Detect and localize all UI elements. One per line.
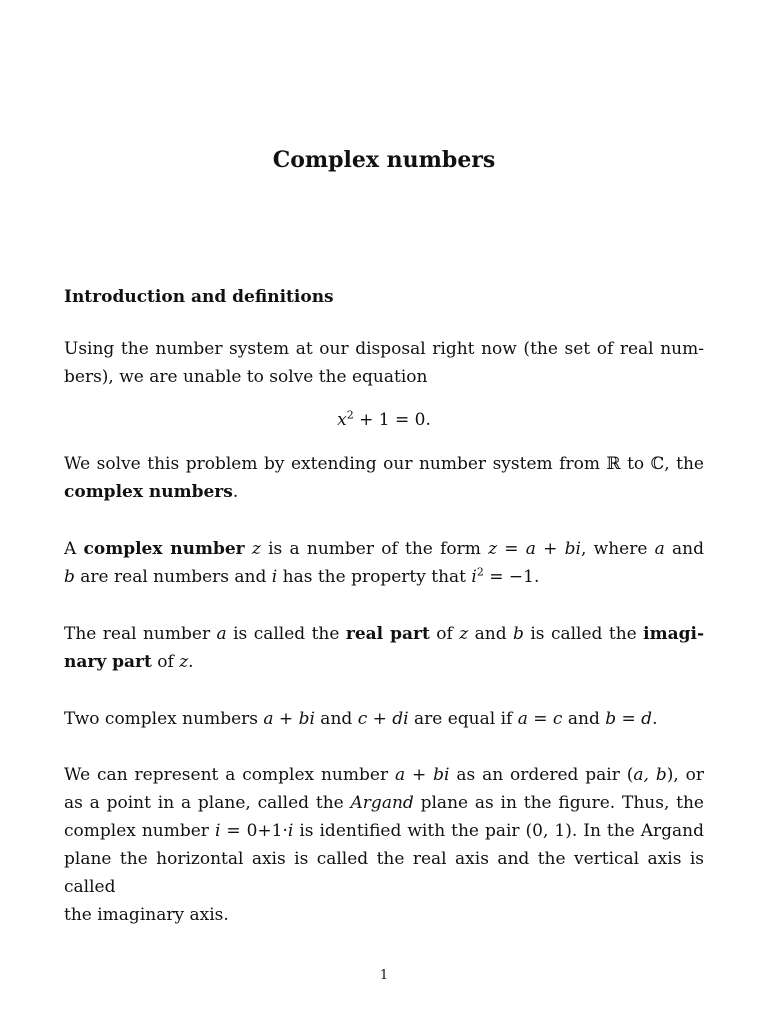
text-span: is called the bbox=[523, 624, 644, 644]
paragraph-line bbox=[64, 817, 704, 845]
math-formula: b = d bbox=[605, 709, 653, 729]
paragraph-line: Using the number system at our disposal right now (the set of real num- bbox=[64, 339, 704, 359]
paragraph-line: bers), we are unable to solve the equation bbox=[64, 367, 428, 387]
paragraph-line: We solve this problem by extending our number system from ℝ to ℂ, the bbox=[64, 454, 704, 474]
text-span: is identified with the pair (0, 1). In the Argand bbox=[293, 821, 704, 841]
math-variable: z bbox=[251, 539, 261, 559]
math-formula: a + bi bbox=[394, 765, 450, 785]
paragraph-line: plane the horizontal axis is called the real axis and the vertical axis is called bbox=[64, 849, 704, 897]
paragraph-equality bbox=[64, 705, 704, 733]
text-span: is a number of the form bbox=[260, 539, 489, 559]
math-variable: i bbox=[214, 821, 221, 841]
paragraph-parts bbox=[64, 620, 704, 676]
text-span: A bbox=[64, 539, 84, 559]
paragraph-line bbox=[64, 620, 704, 648]
bold-term: nary part bbox=[64, 652, 152, 672]
text-span: and bbox=[314, 709, 358, 729]
text-span: plane as in the figure. Thus, the bbox=[413, 793, 704, 813]
paragraph-line bbox=[64, 789, 704, 817]
text-span: = −1. bbox=[483, 567, 540, 587]
text-span: . bbox=[652, 709, 658, 729]
math-formula: c + di bbox=[357, 709, 409, 729]
math-formula: a, b bbox=[633, 765, 667, 785]
text-span: complex number bbox=[64, 821, 215, 841]
text-span: The real number bbox=[64, 624, 217, 644]
math-variable: z bbox=[459, 624, 469, 644]
math-exponent: 2 bbox=[476, 565, 484, 579]
page-title: Complex numbers bbox=[272, 147, 496, 173]
text-span: . bbox=[232, 482, 239, 502]
math-variable: i bbox=[271, 567, 278, 587]
paragraph-line bbox=[64, 648, 704, 676]
math-variable: i bbox=[287, 821, 294, 841]
math-formula: z = a + bi bbox=[488, 539, 581, 559]
text-span: and bbox=[664, 539, 705, 559]
text-span: are equal if bbox=[408, 709, 518, 729]
text-span: = 0+1· bbox=[220, 821, 288, 841]
bold-term: real part bbox=[345, 624, 430, 644]
paragraph-line bbox=[64, 705, 704, 733]
text-span: and bbox=[468, 624, 514, 644]
paragraph-extension bbox=[64, 450, 704, 506]
math-variable: b bbox=[513, 624, 524, 644]
paragraph-argand bbox=[64, 761, 704, 929]
text-span: has the property that bbox=[277, 567, 472, 587]
page-number: 1 bbox=[379, 968, 389, 983]
text-span: . bbox=[188, 652, 194, 672]
paragraph-line: the imaginary axis. bbox=[64, 905, 229, 925]
math-variable: a bbox=[216, 624, 227, 644]
math-variable: i bbox=[471, 567, 477, 587]
bold-term: complex number bbox=[83, 539, 245, 559]
paragraph-line bbox=[64, 478, 704, 506]
paragraph-definition bbox=[64, 535, 704, 591]
paragraph-line bbox=[64, 761, 704, 789]
text-span: Two complex numbers bbox=[64, 709, 264, 729]
math-formula: a + bi bbox=[263, 709, 315, 729]
paragraph-line bbox=[64, 535, 704, 563]
text-span: , where bbox=[581, 539, 655, 559]
text-span: as an ordered pair ( bbox=[449, 765, 634, 785]
text-span: is called the bbox=[226, 624, 346, 644]
equation bbox=[0, 406, 768, 434]
math-variable: a bbox=[654, 539, 665, 559]
text-span: as a point in a plane, called the bbox=[64, 793, 351, 813]
text-span bbox=[245, 539, 252, 559]
text-span: We can represent a complex number bbox=[64, 765, 395, 785]
italic-term: Argand bbox=[350, 793, 414, 813]
equation-rest: + 1 = 0. bbox=[353, 410, 431, 430]
text-span: of bbox=[429, 624, 460, 644]
math-variable: z bbox=[179, 652, 189, 672]
bold-term: imagi- bbox=[643, 624, 705, 644]
equation-variable: x bbox=[337, 410, 347, 430]
math-formula: a = c bbox=[517, 709, 563, 729]
section-heading: Introduction and definitions bbox=[64, 287, 334, 307]
bold-term: complex numbers bbox=[64, 482, 233, 502]
text-span: and bbox=[562, 709, 606, 729]
paragraph-intro bbox=[64, 335, 704, 391]
equation-exponent: 2 bbox=[346, 408, 354, 422]
text-span: of bbox=[151, 652, 180, 672]
text-span: are real numbers and bbox=[74, 567, 272, 587]
math-variable: b bbox=[64, 567, 75, 587]
text-span: ), or bbox=[666, 765, 705, 785]
paragraph-line bbox=[64, 563, 704, 591]
